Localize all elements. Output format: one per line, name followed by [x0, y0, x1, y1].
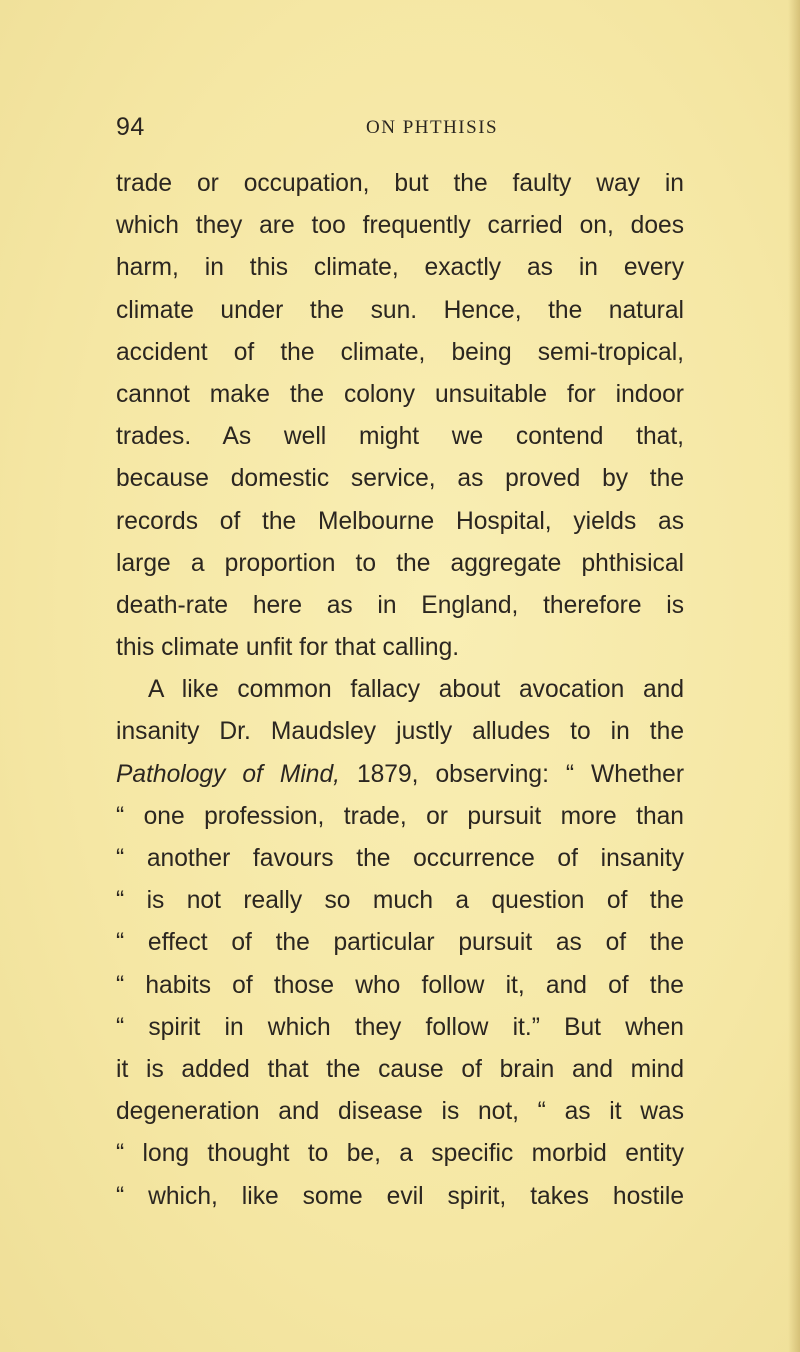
- text-line: “ long thought to be, a specific morbid entity: [116, 1140, 684, 1168]
- text-line-citation: [116, 754, 684, 796]
- text-line: “ habits of those who follow it, and of the: [116, 971, 684, 999]
- citation-rest: 1879, observing: “ Whether: [339, 760, 685, 788]
- text-line: trades. As well might we contend that,: [116, 423, 684, 451]
- text-line: because domestic service, as proved by the: [116, 465, 684, 493]
- text-line: this climate unfit for that calling.: [116, 634, 460, 662]
- text-line: insanity Dr. Maudsley justly alludes to in the: [116, 718, 684, 746]
- text-line: degeneration and disease is not, “ as it was: [116, 1098, 684, 1126]
- text-line: accident of the climate, being semi-tropical,: [116, 338, 684, 366]
- text-line: “ one profession, trade, or pursuit more than: [116, 802, 684, 830]
- text-line: “ spirit in which they follow it.” But when: [116, 1013, 684, 1041]
- text-line: “ another favours the occurrence of insanity: [116, 845, 684, 872]
- text-line: climate under the sun. Hence, the natural: [116, 296, 684, 324]
- text-line: A like common fallacy about avocation and: [148, 676, 684, 704]
- page-number: 94: [116, 113, 145, 141]
- text-line: “ is not really so much a question of the: [116, 887, 684, 915]
- text-line: death-rate here as in England, therefore is: [116, 591, 684, 619]
- running-head: ON PHTHISIS: [366, 117, 499, 138]
- book-title: Pathology of Mind,: [116, 760, 340, 788]
- text-line: it is added that the cause of brain and mind: [116, 1055, 684, 1083]
- text-line: “ which, like some evil spirit, takes hostile: [116, 1182, 684, 1210]
- body-text: [116, 163, 684, 1218]
- text-line: trade or occupation, but the faulty way in: [116, 170, 684, 197]
- text-line: which they are too frequently carried on, does: [116, 212, 684, 240]
- text-line: cannot make the colony unsuitable for indoor: [116, 380, 684, 408]
- text-line: “ effect of the particular pursuit as of the: [116, 929, 684, 957]
- text-line: records of the Melbourne Hospital, yields as: [116, 507, 684, 535]
- text-line: harm, in this climate, exactly as in every: [116, 254, 684, 282]
- page-edge-shadow: [788, 0, 800, 1352]
- text-line: large a proportion to the aggregate phthisical: [116, 549, 684, 577]
- page-header: [0, 113, 800, 143]
